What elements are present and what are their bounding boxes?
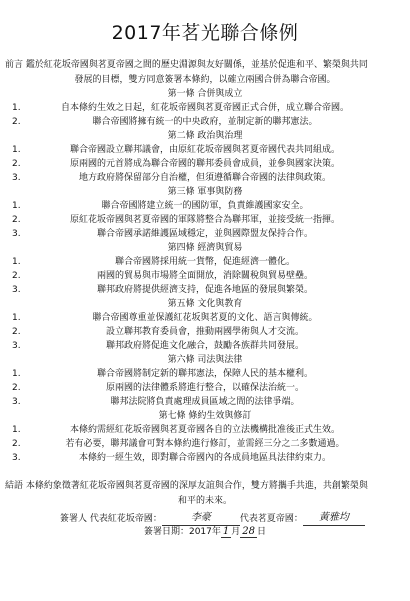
article-item bbox=[0, 255, 410, 269]
item-number: 1. bbox=[12, 313, 21, 323]
date-year: 2017年 bbox=[188, 527, 221, 537]
date-day-suffix: 日 bbox=[257, 527, 267, 537]
date-label: 簽署日期： bbox=[143, 527, 189, 537]
article-item bbox=[0, 339, 410, 353]
item-text: 自本條約生效之日起，紅花坂帝國與茗夏帝國正式合併，成立聯合帝國。 bbox=[60, 103, 349, 113]
item-number: 1. bbox=[12, 425, 21, 435]
item-number: 1. bbox=[12, 369, 21, 379]
item-text: 聯合帝國承諾維護區域穩定，並與國際盟友保持合作。 bbox=[96, 229, 313, 239]
article-item bbox=[0, 227, 410, 241]
item-text: 本條約需經紅花坂帝國與茗夏帝國各自的立法機構批准後正式生效。 bbox=[69, 425, 340, 435]
item-text: 聯合帝國將採用統一貨幣，促進經濟一體化。 bbox=[114, 257, 295, 267]
article-item bbox=[0, 311, 410, 325]
item-number: 3. bbox=[12, 285, 21, 295]
document-title: 2017年茗光聯合條例 bbox=[111, 22, 299, 44]
signature-name-left: 李豪 bbox=[190, 512, 211, 523]
item-number: 3. bbox=[12, 453, 21, 463]
item-text: 本條約一經生效，即對聯合帝國內的各成員地區具法律約束力。 bbox=[78, 453, 331, 463]
item-number: 2. bbox=[12, 117, 21, 127]
item-text: 聯合帝國將建立統一的國防軍，負責維護國家安全。 bbox=[101, 201, 309, 211]
preamble-line-1: 前言 鑑於紅花坂帝國與茗夏帝國之間的歷史淵源與友好關係，並基於促進和平、繁榮與共同 bbox=[5, 60, 368, 70]
item-number: 2. bbox=[12, 159, 21, 169]
article-item bbox=[0, 269, 410, 283]
article-item bbox=[0, 367, 410, 381]
article-heading: 第四條 經濟與貿易 bbox=[167, 243, 243, 253]
article-item bbox=[0, 395, 410, 409]
item-text: 聯邦法院將負責處理成員區域之間的法律爭端。 bbox=[110, 397, 300, 407]
item-number: 3. bbox=[12, 341, 21, 351]
article-heading: 第七條 條約生效與修訂 bbox=[158, 411, 252, 421]
signatory-label-left: 簽署人 代表紅花坂帝國： bbox=[60, 514, 162, 524]
article-heading: 第六條 司法與法律 bbox=[167, 355, 243, 365]
item-number: 3. bbox=[12, 397, 21, 407]
date-day: 28 bbox=[242, 526, 256, 537]
item-text: 聯合帝國將制定新的聯邦憲法，保障人民的基本權利。 bbox=[96, 369, 313, 379]
closing-line-1: 結語 本條約象徵著紅花坂帝國與茗夏帝國的深厚友誼與合作，雙方將攜手共進，共創繁榮與 bbox=[5, 481, 368, 491]
item-text: 原紅花坂帝國與茗夏帝國的軍隊將整合為聯邦軍，並接受統一指揮。 bbox=[69, 215, 340, 225]
item-text: 聯合帝國尊重並保護紅花坂與茗夏的文化、語言與傳統。 bbox=[92, 313, 318, 323]
item-text: 若有必要，聯邦議會可對本條約進行修訂，並需經三分之二多數通過。 bbox=[65, 439, 345, 449]
item-text: 聯邦政府將促進文化融合，鼓勵各族群共同發展。 bbox=[105, 341, 304, 351]
article-item bbox=[0, 451, 410, 465]
article-item bbox=[0, 101, 410, 115]
item-number: 2. bbox=[12, 439, 21, 449]
item-number: 2. bbox=[12, 383, 21, 393]
item-number: 2. bbox=[12, 215, 21, 225]
article-item bbox=[0, 199, 410, 213]
article-item bbox=[0, 423, 410, 437]
signature-blank-right bbox=[303, 511, 365, 526]
item-number: 2. bbox=[12, 327, 21, 337]
item-text: 原兩國的法律體系將進行整合，以確保法治統一。 bbox=[105, 383, 304, 393]
item-number: 1. bbox=[12, 145, 21, 155]
article-item bbox=[0, 213, 410, 227]
item-number: 1. bbox=[12, 103, 21, 113]
signing-date bbox=[0, 525, 410, 539]
article-item bbox=[0, 437, 410, 451]
item-number: 1. bbox=[12, 201, 21, 211]
article-item bbox=[0, 171, 410, 185]
article-item bbox=[0, 143, 410, 157]
article-heading: 第五條 文化與教育 bbox=[167, 299, 243, 309]
item-text: 聯合帝國設立聯邦議會，由原紅花坂帝國與茗夏帝國代表共同組成。 bbox=[69, 145, 340, 155]
article-item bbox=[0, 157, 410, 171]
article-heading: 第二條 政治與治理 bbox=[167, 131, 243, 141]
signature-name-right: 黃雅均 bbox=[318, 512, 349, 523]
item-text: 地方政府將保留部分自治權，但須遵循聯合帝國的法律與政策。 bbox=[78, 173, 331, 183]
article-item bbox=[0, 115, 410, 129]
item-number: 3. bbox=[12, 173, 21, 183]
signatory-label-right: 代表茗夏帝國： bbox=[239, 514, 303, 524]
item-text: 原兩國的元首將成為聯合帝國的聯邦委員會成員，並參與國家決策。 bbox=[69, 159, 340, 169]
article-item bbox=[0, 325, 410, 339]
signature-line bbox=[60, 511, 410, 526]
signature-blank-left bbox=[162, 511, 240, 526]
item-number: 3. bbox=[12, 229, 21, 239]
article-heading: 第三條 軍事與防務 bbox=[167, 187, 243, 197]
date-month: 1 bbox=[222, 526, 230, 537]
item-text: 聯邦政府將提供經濟支持，促進各地區的發展與繁榮。 bbox=[96, 285, 313, 295]
article-heading: 第一條 合併與成立 bbox=[167, 89, 243, 99]
preamble-line-2: 發展的目標，雙方同意簽署本條約，以確立兩國合併為聯合帝國。 bbox=[74, 75, 336, 85]
article-item bbox=[0, 381, 410, 395]
item-text: 聯合帝國將擁有統一的中央政府，並制定新的聯邦憲法。 bbox=[92, 117, 318, 127]
item-text: 兩國的貿易與市場將全面開放，消除關稅與貿易壁壘。 bbox=[96, 271, 313, 281]
date-month-suffix: 月 bbox=[231, 527, 241, 537]
closing-line-2: 和平的未來。 bbox=[177, 496, 232, 506]
item-number: 1. bbox=[12, 257, 21, 267]
article-item bbox=[0, 283, 410, 297]
item-number: 2. bbox=[12, 271, 21, 281]
item-text: 設立聯邦教育委員會，推動兩國學術與人才交流。 bbox=[105, 327, 304, 337]
